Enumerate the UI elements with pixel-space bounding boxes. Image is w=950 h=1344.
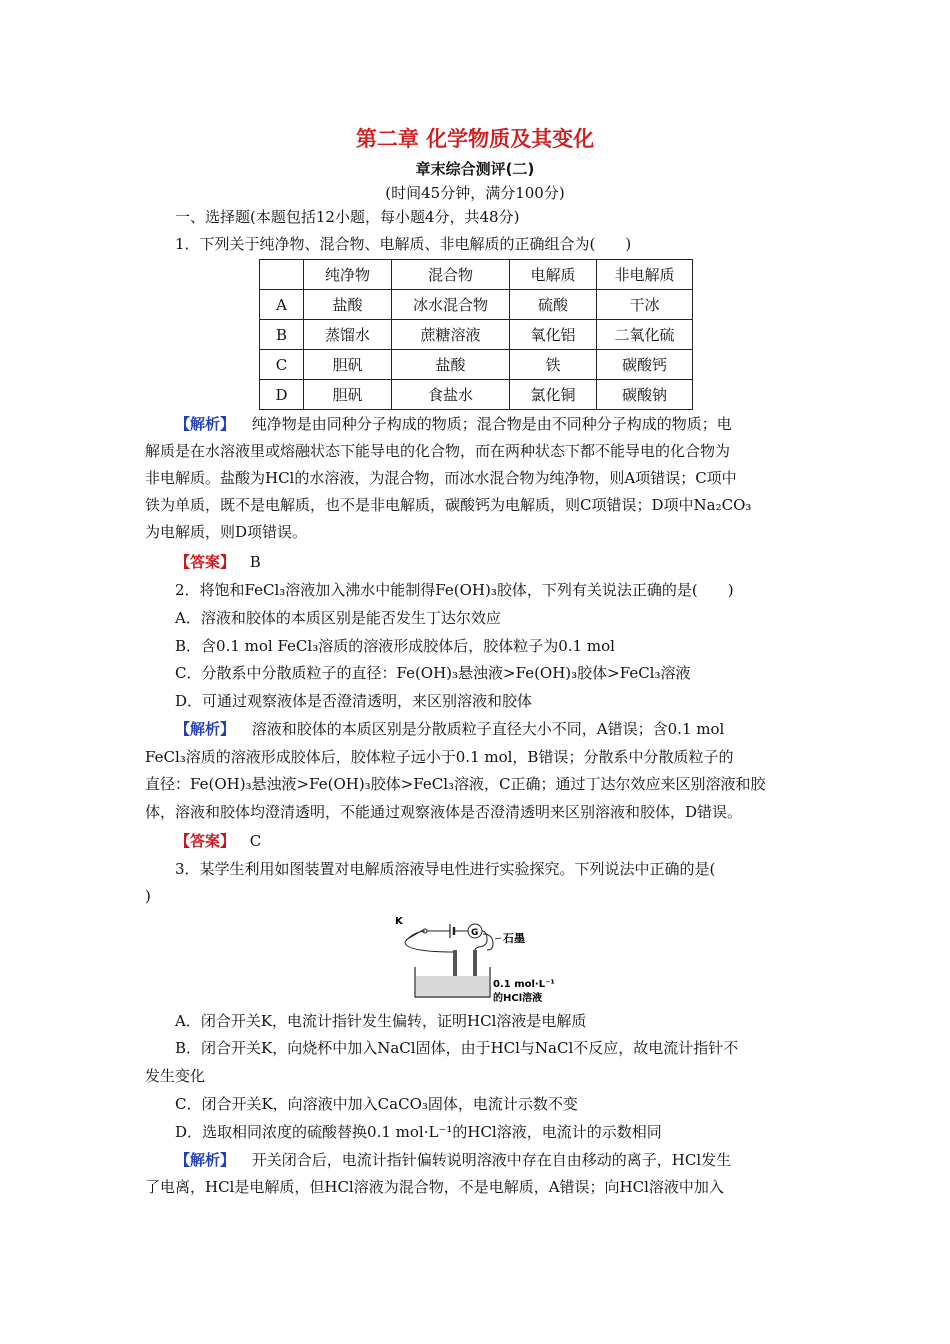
q3-option-d: D．选取相同浓度的硫酸替换0.1 mol·L⁻¹的HCl溶液，电流计的示数相同 bbox=[175, 1123, 662, 1141]
table-cell: 碳酸钠 bbox=[597, 380, 693, 410]
answer-value: B bbox=[249, 553, 261, 571]
table-cell: 电解质 bbox=[510, 260, 597, 290]
analysis-text: 开关闭合后，电流计指针偏转说明溶液中存在自由移动的离子，HCl发生 bbox=[251, 1151, 732, 1169]
q3-analysis-line bbox=[175, 1150, 840, 1170]
chapter-title: 第二章 化学物质及其变化 bbox=[355, 127, 595, 151]
q2-analysis-line bbox=[175, 719, 840, 739]
table-row bbox=[260, 320, 693, 350]
q2-answer-line bbox=[175, 831, 840, 851]
electrode-label: 石墨 bbox=[503, 932, 525, 945]
table-cell: 冰水混合物 bbox=[392, 290, 510, 320]
table-cell: 干冰 bbox=[597, 290, 693, 320]
table-cell: A bbox=[260, 290, 304, 320]
q2-option-b: B．含0.1 mol FeCl₃溶质的溶液形成胶体后，胶体粒子为0.1 mol bbox=[175, 637, 615, 655]
q2-option-d: D．可通过观察液体是否澄清透明，来区别溶液和胶体 bbox=[175, 692, 533, 710]
solution-label-2: 的HCl溶液 bbox=[493, 993, 543, 1004]
analysis-text: 直径：Fe(OH)₃悬浊液>Fe(OH)₃胶体>FeCl₃溶液，C正确；通过丁达尔效应来区别溶液和胶 bbox=[145, 775, 766, 793]
q2-option-c: C．分散系中分散质粒子的直径：Fe(OH)₃悬浊液>Fe(OH)₃胶体>FeCl₃溶液 bbox=[175, 664, 691, 682]
q3-stem: 3．某学生利用如图装置对电解质溶液导电性进行实验探究。下列说法中正确的是( bbox=[175, 860, 716, 878]
solution-label-1: 0.1 mol·L⁻¹ bbox=[493, 979, 555, 990]
table-cell: 胆矾 bbox=[304, 380, 392, 410]
table-cell: 蔗糖溶液 bbox=[392, 320, 510, 350]
analysis-text: 铁为单质，既不是电解质，也不是非电解质，碳酸钙为电解质，则C项错误；D项中Na₂CO₃ bbox=[145, 496, 752, 514]
table-cell: 碳酸钙 bbox=[597, 350, 693, 380]
table-cell: D bbox=[260, 380, 304, 410]
table-cell: 非电解质 bbox=[597, 260, 693, 290]
table-cell: 蒸馏水 bbox=[304, 320, 392, 350]
table-cell: 盐酸 bbox=[392, 350, 510, 380]
switch-label: K bbox=[395, 916, 403, 927]
analysis-text: 非电解质。盐酸为HCl的水溶液，为混合物，而冰水混合物为纯净物，则A项错误；C项中 bbox=[145, 469, 737, 487]
analysis-text: 体，溶液和胶体均澄清透明，不能通过观察液体是否澄清透明来区别溶液和胶体，D错误。 bbox=[145, 803, 743, 821]
table-cell: 硫酸 bbox=[510, 290, 597, 320]
q3-stem-cont: ) bbox=[145, 887, 151, 905]
analysis-text: 解质是在水溶液里或熔融状态下能导电的化合物，而在两种状态下都不能导电的化合物为 bbox=[145, 442, 731, 460]
table-cell: 二氧化硫 bbox=[597, 320, 693, 350]
analysis-tag: 【解析】 bbox=[175, 415, 236, 433]
analysis-text: 纯净物是由同种分子构成的物质；混合物是由不同种分子构成的物质；电 bbox=[251, 415, 732, 433]
analysis-text: 了电离，HCl是电解质，但HCl溶液为混合物，不是电解质，A错误；向HCl溶液中加入 bbox=[145, 1178, 724, 1196]
table-cell: 胆矾 bbox=[304, 350, 392, 380]
table-cell: 氯化铜 bbox=[510, 380, 597, 410]
meter-label: G bbox=[471, 928, 479, 938]
test-subtitle: 章末综合测评(二) bbox=[415, 160, 535, 178]
answer-value: C bbox=[249, 832, 262, 850]
q3-option-a: A．闭合开关K，电流计指针发生偏转，证明HCl溶液是电解质 bbox=[175, 1012, 587, 1030]
table-cell: 混合物 bbox=[392, 260, 510, 290]
analysis-text: 溶液和胶体的本质区别是分散质粒子直径大小不同，A错误；含0.1 mol bbox=[251, 720, 725, 738]
table-cell: 食盐水 bbox=[392, 380, 510, 410]
analysis-tag: 【解析】 bbox=[175, 720, 236, 738]
analysis-text: 为电解质，则D项错误。 bbox=[145, 523, 308, 541]
q2-option-a: A．溶液和胶体的本质区别是能否发生丁达尔效应 bbox=[175, 609, 501, 627]
time-info: (时间45分钟，满分100分) bbox=[385, 184, 565, 202]
table-header-row bbox=[260, 260, 693, 290]
q1-analysis-line bbox=[175, 414, 840, 434]
analysis-text: FeCl₃溶质的溶液形成胶体后，胶体粒子远小于0.1 mol，B错误；分散系中分散质粒子的 bbox=[145, 748, 734, 766]
answer-tag: 【答案】 bbox=[175, 832, 236, 850]
q3-option-c: C．闭合开关K，向溶液中加入CaCO₃固体，电流计示数不变 bbox=[175, 1095, 578, 1113]
q1-stem: 1．下列关于纯净物、混合物、电解质、非电解质的正确组合为( ) bbox=[175, 235, 632, 253]
table-cell bbox=[260, 260, 304, 290]
section-heading: 一、选择题(本题包括12小题，每小题4分，共48分) bbox=[175, 208, 520, 226]
hcl-solution bbox=[416, 976, 489, 996]
q3-option-b: B．闭合开关K，向烧杯中加入NaCl固体，由于HCl与NaCl不反应，故电流计指针不 bbox=[175, 1039, 739, 1057]
q1-table bbox=[259, 259, 693, 410]
table-row bbox=[260, 350, 693, 380]
table-cell: 盐酸 bbox=[304, 290, 392, 320]
table-cell: 铁 bbox=[510, 350, 597, 380]
table-cell: 纯净物 bbox=[304, 260, 392, 290]
analysis-tag: 【解析】 bbox=[175, 1151, 236, 1169]
answer-tag: 【答案】 bbox=[175, 553, 236, 571]
table-cell: C bbox=[260, 350, 304, 380]
q3-option-b-cont: 发生变化 bbox=[145, 1067, 206, 1085]
conductivity-apparatus-figure bbox=[395, 912, 555, 1007]
table-row bbox=[260, 290, 693, 320]
table-row bbox=[260, 380, 693, 410]
q2-stem: 2．将饱和FeCl₃溶液加入沸水中能制得Fe(OH)₃胶体，下列有关说法正确的是( ) bbox=[175, 581, 734, 599]
table-cell: B bbox=[260, 320, 304, 350]
q1-answer-line bbox=[175, 552, 840, 572]
table-cell: 氧化铝 bbox=[510, 320, 597, 350]
